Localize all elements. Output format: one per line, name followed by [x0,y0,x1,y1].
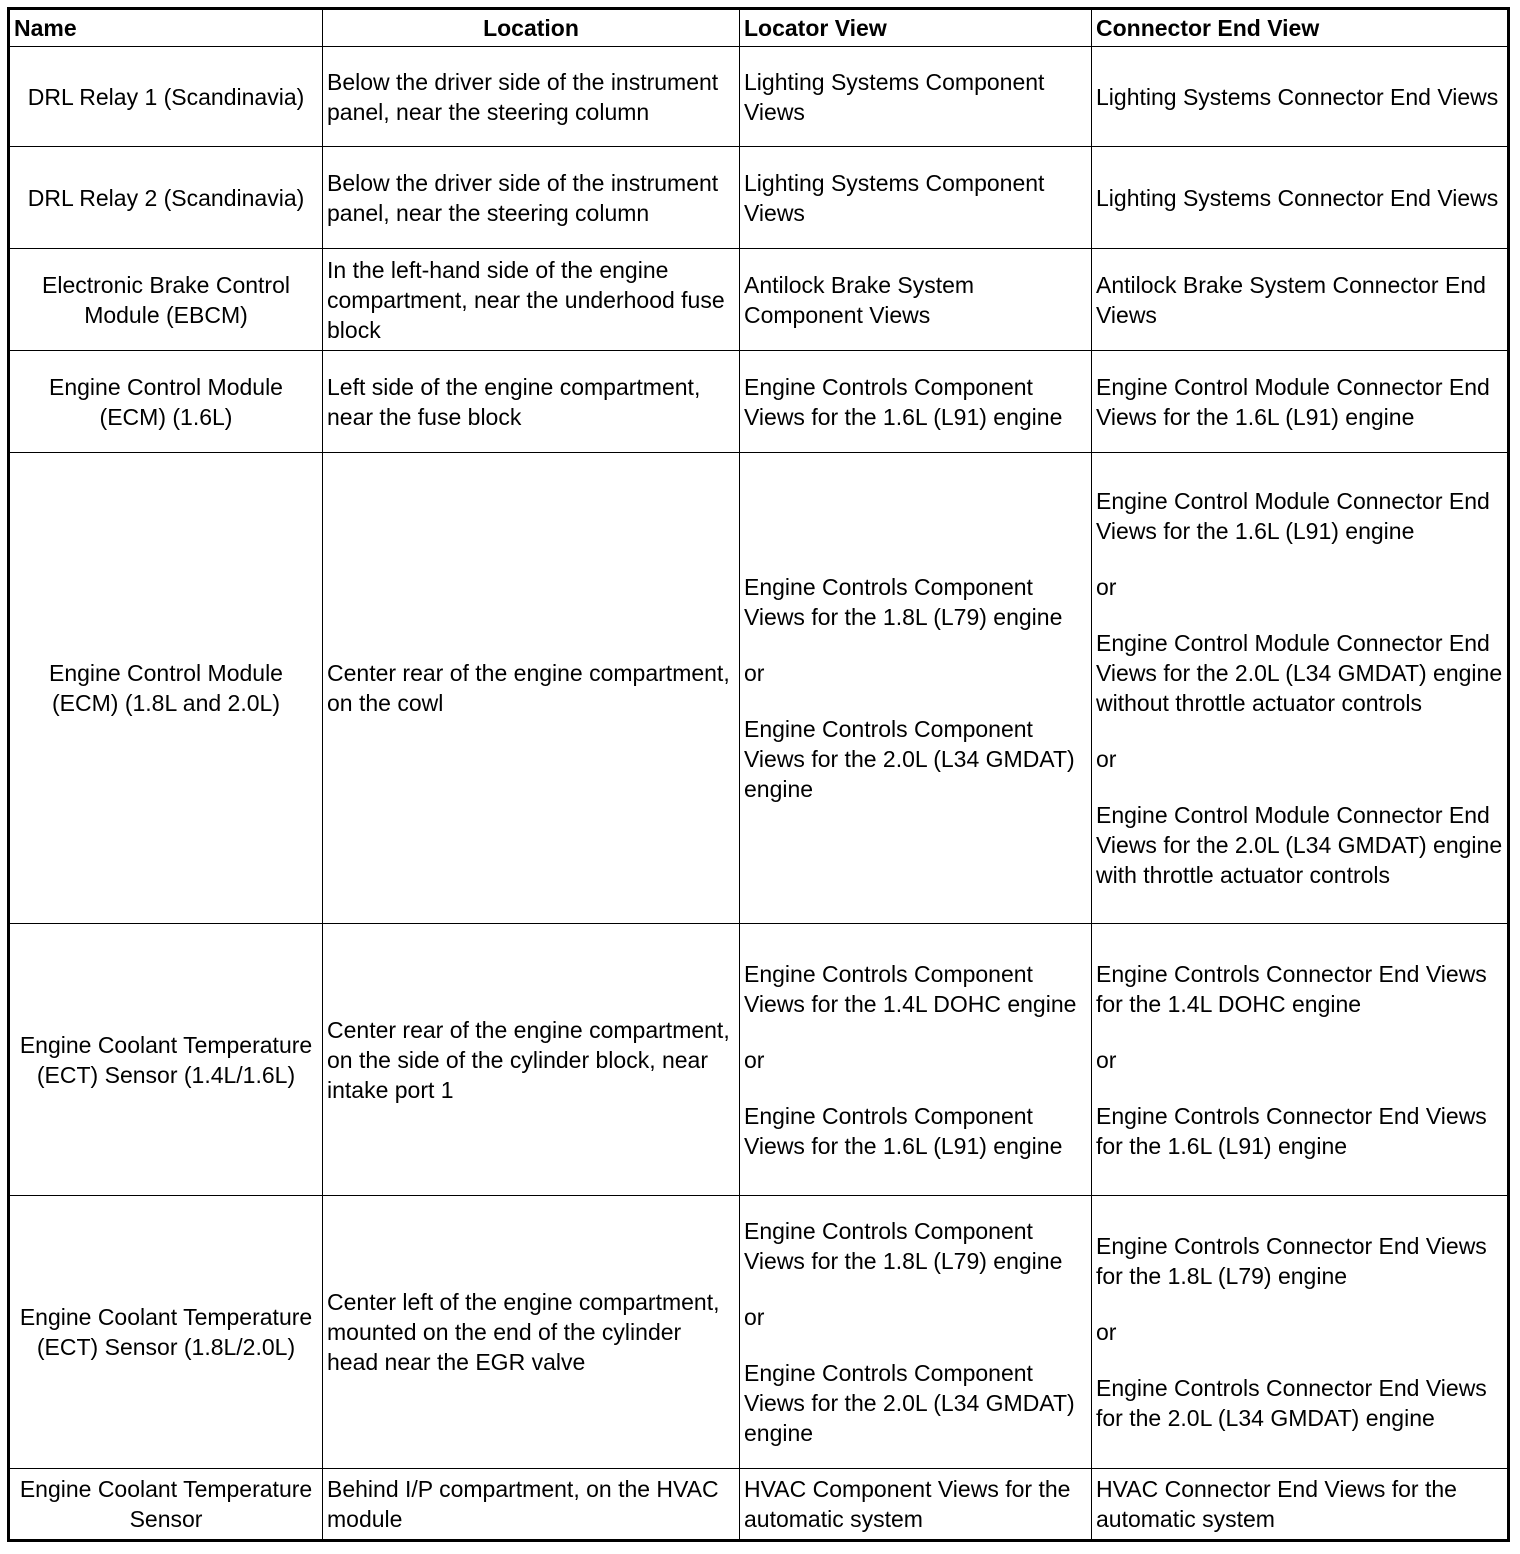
cell-location: Below the driver side of the instrument panel, near the steering column [323,147,740,249]
paragraph-gap [1096,1019,1503,1045]
paragraph-gap [744,1276,1087,1302]
table-body [9,47,1509,1541]
paragraph-gap [744,632,1087,658]
table-row [9,249,1509,351]
cell-connector-end-view [1092,249,1509,351]
header-locator-view: Locator View [740,9,1092,47]
cell-locator-view [740,924,1092,1196]
reference-link-text: Engine Controls Connector End Views for the 1.8L (L79) engine [1096,1233,1487,1289]
table-row [9,1196,1509,1469]
cell-location: Center rear of the engine compartment, on the cowl [323,453,740,924]
paragraph-gap [744,688,1087,714]
reference-link-text: Engine Control Module Connector End Views for the 2.0L (L34 GMDAT) engine without throttle actuator controls [1096,630,1503,716]
header-location: Location [323,9,740,47]
paragraph-gap [1096,546,1503,572]
paragraph-gap [1096,774,1503,800]
reference-link-text: Engine Controls Component Views for the 1.4L DOHC engine [744,960,1077,1017]
paragraph-gap [1096,1347,1503,1373]
header-row [9,9,1509,47]
paragraph-gap [744,1332,1087,1358]
or-separator: or [1096,1046,1117,1073]
or-separator: or [1096,1319,1117,1345]
reference-link-text: HVAC Component Views for the automatic system [744,1476,1071,1532]
cell-name: DRL Relay 1 (Scandinavia) [9,47,323,147]
cell-locator-view [740,249,1092,351]
cell-name: Engine Coolant Temperature Sensor [9,1469,323,1541]
cell-locator-view [740,47,1092,147]
paragraph-gap [1096,602,1503,628]
cell-name: Engine Coolant Temperature (ECT) Sensor (1.8L/2.0L) [9,1196,323,1469]
cell-location: Left side of the engine compartment, near the fuse block [323,351,740,453]
header-name: Name [9,9,323,47]
or-separator: or [1096,746,1117,772]
paragraph-gap [744,1075,1087,1101]
component-locator-table [7,7,1510,1542]
cell-connector-end-view [1092,924,1509,1196]
header-connector-end-view: Connector End View [1092,9,1509,47]
cell-name: Engine Control Module (ECM) (1.8L and 2.0L) [9,453,323,924]
reference-link-text: Lighting Systems Connector End Views [1096,83,1499,110]
cell-name: Engine Control Module (ECM) (1.6L) [9,351,323,453]
paragraph-gap [1096,1075,1503,1101]
cell-connector-end-view [1092,47,1509,147]
reference-link-text: Engine Control Module Connector End Views for the 1.6L (L91) engine [1096,488,1490,544]
cell-connector-end-view [1092,453,1509,924]
cell-location: Below the driver side of the instrument panel, near the steering column [323,47,740,147]
reference-link-text: Engine Controls Connector End Views for the 2.0L (L34 GMDAT) engine [1096,1375,1487,1431]
cell-location: Center rear of the engine compartment, on the side of the cylinder block, near intake port 1 [323,924,740,1196]
paragraph-gap [744,1019,1087,1045]
or-separator: or [744,1304,765,1330]
or-separator: or [744,1046,765,1073]
cell-locator-view [740,453,1092,924]
cell-location: Center left of the engine compartment, mounted on the end of the cylinder head near the EGR valve [323,1196,740,1469]
table-row [9,147,1509,249]
reference-link-text: Engine Control Module Connector End Views for the 1.6L (L91) engine [1096,373,1490,430]
reference-link-text: Engine Controls Component Views for the 1.8L (L79) engine [744,574,1063,630]
reference-link-text: HVAC Connector End Views for the automatic system [1096,1476,1457,1532]
cell-name: DRL Relay 2 (Scandinavia) [9,147,323,249]
reference-link-text: Antilock Brake System Connector End Views [1096,271,1486,328]
reference-link-text: Engine Control Module Connector End Views for the 2.0L (L34 GMDAT) engine with throttle actuator controls [1096,802,1503,888]
reference-link-text: Lighting Systems Component Views [744,169,1045,226]
reference-link-text: Engine Controls Connector End Views for the 1.6L (L91) engine [1096,1102,1487,1159]
reference-link-text: Engine Controls Component Views for the 1.8L (L79) engine [744,1218,1063,1274]
table-row [9,351,1509,453]
cell-locator-view [740,147,1092,249]
paragraph-gap [1096,1291,1503,1317]
table-row [9,1469,1509,1541]
paragraph-gap [1096,718,1503,744]
cell-locator-view [740,1469,1092,1541]
cell-locator-view [740,351,1092,453]
cell-connector-end-view [1092,1196,1509,1469]
cell-connector-end-view [1092,147,1509,249]
reference-link-text: Antilock Brake System Component Views [744,271,975,328]
reference-link-text: Engine Controls Connector End Views for the 1.4L DOHC engine [1096,960,1487,1017]
or-separator: or [1096,574,1117,600]
cell-location: In the left-hand side of the engine compartment, near the underhood fuse block [323,249,740,351]
or-separator: or [744,660,765,686]
reference-link-text: Engine Controls Component Views for the 2.0L (L34 GMDAT) engine [744,716,1075,802]
reference-link-text: Engine Controls Component Views for the 2.0L (L34 GMDAT) engine [744,1360,1075,1446]
cell-locator-view [740,1196,1092,1469]
reference-link-text: Lighting Systems Connector End Views [1096,184,1499,211]
cell-connector-end-view [1092,351,1509,453]
cell-name: Engine Coolant Temperature (ECT) Sensor (1.4L/1.6L) [9,924,323,1196]
cell-name: Electronic Brake Control Module (EBCM) [9,249,323,351]
table-row [9,453,1509,924]
table-row [9,47,1509,147]
reference-link-text: Engine Controls Component Views for the 1.6L (L91) engine [744,373,1063,430]
table-row [9,924,1509,1196]
reference-link-text: Engine Controls Component Views for the 1.6L (L91) engine [744,1102,1063,1159]
reference-link-text: Lighting Systems Component Views [744,68,1045,125]
cell-connector-end-view [1092,1469,1509,1541]
cell-location: Behind I/P compartment, on the HVAC module [323,1469,740,1541]
